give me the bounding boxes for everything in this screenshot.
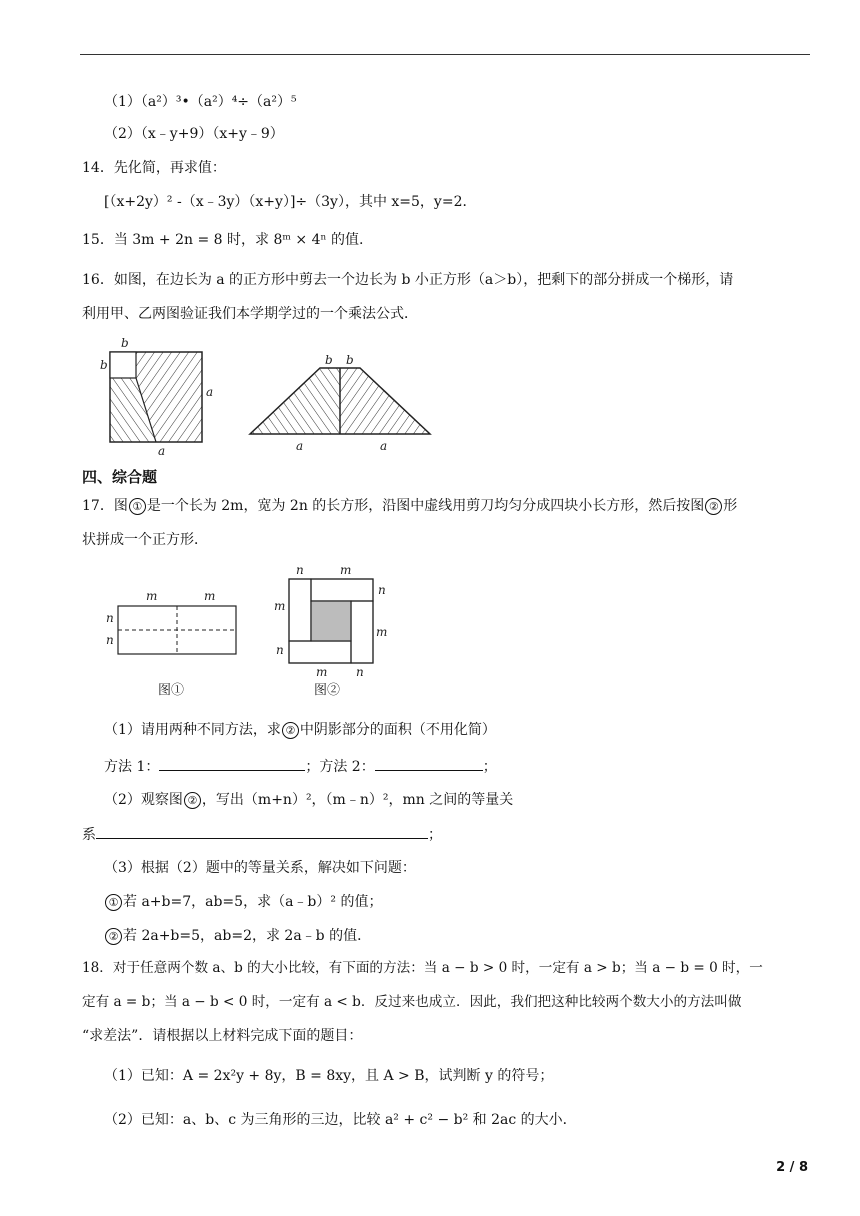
- method2-blank[interactable]: [375, 756, 483, 771]
- label-a-bottom: a: [158, 444, 166, 456]
- fig2-m-bottom: m: [316, 665, 328, 679]
- small-square: [110, 352, 136, 378]
- q17-sub3-i: ① 若 a+b=7，ab=5，求（a﹣b）² 的值；: [104, 892, 382, 912]
- fig2-caption: 图②: [314, 683, 341, 698]
- q16-line1: 16．如图，在边长为 a 的正方形中剪去一个边长为 b 小正方形（a＞b），把剩下的部分拼成一个梯形，请: [82, 272, 734, 288]
- fig2-n-bottom: n: [356, 665, 364, 679]
- fig1-n1: n: [106, 611, 114, 625]
- fig2-m-right: m: [376, 625, 388, 639]
- q15-text: 15．当 3m + 2n = 8 时，求 8ᵐ × 4ⁿ 的值.: [82, 232, 364, 248]
- q17-methods: 方法 1： ；方法 2： ；: [104, 756, 497, 777]
- q17-line2: 状拼成一个正方形．: [82, 532, 208, 548]
- q18-line1: 18．对于任意两个数 a、b 的大小比较，有下面的方法：当 a − b > 0 时，一定有 a > b；当 a − b = 0 时，一: [82, 960, 763, 976]
- q16-figure: [90, 334, 450, 456]
- q17-sub2-cont: 系 ；: [82, 824, 442, 845]
- q17-line1: 17．图 ① 是一个长为 2m，宽为 2n 的长方形，沿图中虚线用剪刀均匀分成四块小长方形，然后按图 ② 形: [82, 498, 738, 514]
- fig1-caption: 图①: [158, 683, 185, 698]
- fig2-n-top: n: [296, 563, 304, 577]
- q17-figure: [100, 562, 400, 702]
- circled-2-ref2: ②: [184, 792, 201, 809]
- label-b-left: b: [100, 358, 108, 372]
- q18-part2: （2）已知：a、b、c 为三角形的三边，比较 a² + c² − b² 和 2ac 的大小．: [104, 1112, 577, 1128]
- fig2-n-right: n: [378, 583, 386, 597]
- label-b-top: b: [121, 336, 129, 350]
- page-number: 2 / 8: [776, 1160, 808, 1175]
- q17-sub2: （2）观察图 ② ，写出（m+n）²，（m﹣n）²，mn 之间的等量关: [104, 792, 514, 808]
- circled-1: ①: [129, 498, 146, 515]
- trap-label-a1: a: [296, 439, 304, 453]
- q14-heading: 14．先化简，再求值：: [82, 160, 226, 176]
- fig2-m-top: m: [340, 563, 352, 577]
- circled-2-ref: ②: [282, 722, 299, 739]
- q16-line2: 利用甲、乙两图验证我们本学期学过的一个乘法公式．: [82, 306, 418, 322]
- q18-line3: “求差法”．请根据以上材料完成下面的题目：: [82, 1028, 363, 1044]
- q18-line2: 定有 a = b；当 a − b < 0 时，一定有 a < b．反过来也成立．因此，我们把这种比较两个数大小的方法叫做: [82, 994, 742, 1010]
- q18-part1: （1）已知：A = 2x²y + 8y，B = 8xy，且 A > B，试判断 y 的符号；: [104, 1068, 554, 1084]
- circled-2: ②: [705, 498, 722, 515]
- method1-blank[interactable]: [159, 756, 305, 771]
- fig2-shaded-square: [311, 601, 351, 641]
- trap-label-a2: a: [380, 439, 388, 453]
- section-heading: 四、综合题: [82, 468, 158, 486]
- q17-sub3-ii: ② 若 2a+b=5，ab=2，求 2a﹣b 的值．: [104, 926, 371, 946]
- q13-part1: （1）（a²）³•（a²）⁴÷（a²）⁵: [104, 94, 297, 110]
- q17-sub3: （3）根据（2）题中的等量关系，解决如下问题：: [104, 860, 416, 876]
- fig2-m-left: m: [274, 599, 286, 613]
- label-a-right: a: [206, 385, 214, 399]
- trap-label-b1: b: [325, 353, 333, 367]
- q14-expression: [（x+2y）² -（x﹣3y）（x+y）]÷（3y），其中 x=5，y=2．: [104, 194, 477, 210]
- fig1-m2: m: [204, 589, 216, 603]
- q17-sub1: （1）请用两种不同方法，求 ② 中阴影部分的面积（不用化简）: [104, 722, 496, 738]
- header-rule: [80, 54, 810, 55]
- fig1-n2: n: [106, 633, 114, 647]
- q13-part2: （2）（x﹣y+9）（x+y﹣9）: [104, 126, 284, 142]
- fig1-m1: m: [146, 589, 158, 603]
- relation-blank[interactable]: [96, 824, 428, 839]
- trap-label-b2: b: [346, 353, 354, 367]
- fig2-n-left: n: [276, 643, 284, 657]
